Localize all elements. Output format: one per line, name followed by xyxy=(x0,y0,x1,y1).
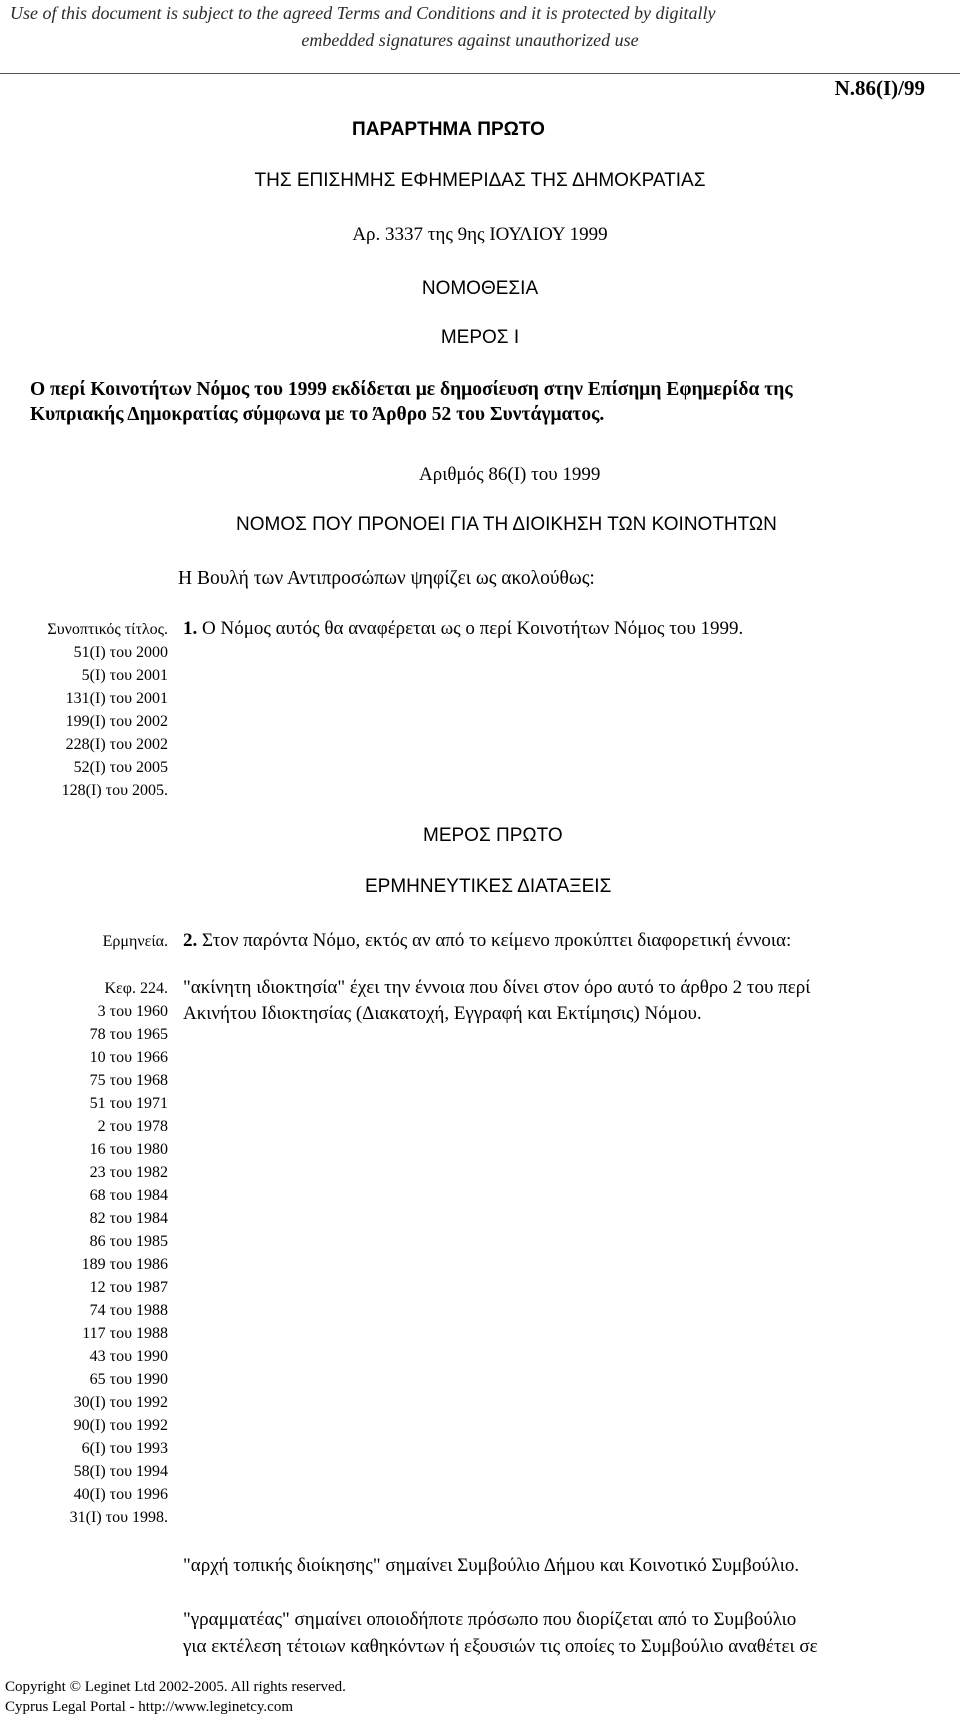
section2-refs xyxy=(0,977,168,1529)
definition-immovable-property xyxy=(183,975,923,1027)
part-title: ΜΕΡΟΣ Ι xyxy=(440,327,520,348)
law-ref: 74 του 1988 xyxy=(89,1302,168,1319)
law-ref: 6(Ι) του 1993 xyxy=(81,1440,168,1457)
law-ref: 51 του 1971 xyxy=(89,1095,168,1112)
law-ref: 3 του 1960 xyxy=(97,1003,168,1020)
definition-line: Ακινήτου Ιδιοκτησίας (Διακατοχή, Εγγραφή και Εκτίμησις) Νόμου. xyxy=(183,1003,702,1024)
banner-line-2: embedded signatures against unauthorized use xyxy=(301,30,639,50)
definition-line: "ακίνητη ιδιοκτησία" έχει την έννοια που δίνει στον όρο αυτό το άρθρο 2 του περί xyxy=(183,977,811,998)
law-ref: 78 του 1965 xyxy=(89,1026,168,1043)
section1-margin-title: Συνοπτικός τίτλος. xyxy=(47,621,168,638)
amendment-ref: 128(Ι) του 2005. xyxy=(61,782,168,799)
law-ref: 58(Ι) του 1994 xyxy=(73,1463,168,1480)
part-one-title: ΜΕΡΟΣ ΠΡΩΤΟ xyxy=(423,825,563,846)
footer xyxy=(5,1677,346,1717)
law-ref: 82 του 1984 xyxy=(89,1210,168,1227)
protection-banner xyxy=(0,0,960,54)
amendment-ref: 199(Ι) του 2002 xyxy=(65,713,168,730)
definition-secretary xyxy=(183,1606,923,1660)
law-ref: 68 του 1984 xyxy=(89,1187,168,1204)
definition-local-authority: "αρχή τοπικής διοίκησης" σημαίνει Συμβούλιο Δήμου και Κοινοτικό Συμβούλιο. xyxy=(183,1555,800,1576)
banner-line-1: Use of this document is subject to the agreed Terms and Conditions and it is protected by digitally xyxy=(10,3,716,23)
law-ref: 16 του 1980 xyxy=(89,1141,168,1158)
law-ref: 10 του 1966 xyxy=(89,1049,168,1066)
law-ref: 31(Ι) του 1998. xyxy=(69,1509,168,1526)
section2-text xyxy=(183,928,923,954)
amendment-ref: 5(Ι) του 2001 xyxy=(81,667,168,684)
law-number: N.86(Ι)/99 xyxy=(834,76,925,100)
footer-copyright: Copyright © Leginet Ltd 2002-2005. All rights reserved. xyxy=(5,1679,346,1695)
definition-line: "γραμματέας" σημαίνει οποιοδήποτε πρόσωπο που διορίζεται από το Συμβούλιο xyxy=(183,1609,797,1630)
amendment-ref: 228(Ι) του 2002 xyxy=(65,736,168,753)
section1-number: 1. xyxy=(183,618,198,639)
amendment-ref: 131(Ι) του 2001 xyxy=(65,690,168,707)
intro-line-2: Κυπριακής Δημοκρατίας σύμφωνα με το Άρθρο 52 του Συντάγματος. xyxy=(30,404,605,425)
amendment-ref: 52(Ι) του 2005 xyxy=(73,759,168,776)
annex-title: ΠΑΡΑΡΤΗΜΑ ΠΡΩΤΟ xyxy=(352,119,545,140)
section2-number: 2. xyxy=(183,930,198,951)
enacting-clause: Η Βουλή των Αντιπροσώπων ψηφίζει ως ακολούθως: xyxy=(178,568,595,589)
intro-paragraph xyxy=(30,377,930,427)
law-ref: 65 του 1990 xyxy=(89,1371,168,1388)
law-ref: 75 του 1968 xyxy=(89,1072,168,1089)
issue-line: Αρ. 3337 της 9ης ΙΟΥΛΙΟΥ 1999 xyxy=(352,224,608,245)
section1-text xyxy=(183,616,923,642)
law-ref: 90(Ι) του 1992 xyxy=(73,1417,168,1434)
legislation-title: ΝΟΜΟΘΕΣΙΑ xyxy=(421,278,539,299)
section1-margin xyxy=(0,618,168,802)
law-ref: 30(Ι) του 1992 xyxy=(73,1394,168,1411)
law-ref: 189 του 1986 xyxy=(81,1256,168,1273)
law-ref: 12 του 1987 xyxy=(89,1279,168,1296)
section2-margin-title: Ερμηνεία. xyxy=(102,933,168,950)
section2-body: Στον παρόντα Νόμο, εκτός αν από το κείμενο προκύπτει διαφορετική έννοια: xyxy=(202,930,792,951)
definition-line: για εκτέλεση τέτοιων καθηκόντων ή εξουσιών τις οποίες το Συμβούλιο αναθέτει σε xyxy=(183,1636,818,1657)
law-ref: 23 του 1982 xyxy=(89,1164,168,1181)
intro-line-1: Ο περί Κοινοτήτων Νόμος του 1999 εκδίδεται με δημοσίευση στην Επίσημη Εφημερίδα της xyxy=(30,379,793,400)
law-ref: 2 του 1978 xyxy=(97,1118,168,1135)
law-ref: 43 του 1990 xyxy=(89,1348,168,1365)
amendment-ref: 51(Ι) του 2000 xyxy=(73,644,168,661)
law-ref: 86 του 1985 xyxy=(89,1233,168,1250)
section1-body: Ο Νόμος αυτός θα αναφέρεται ως ο περί Κοινοτήτων Νόμος του 1999. xyxy=(202,618,744,639)
law-number-line: Αριθμός 86(Ι) του 1999 xyxy=(419,464,601,485)
law-ref: Κεφ. 224. xyxy=(104,980,168,997)
law-title: ΝΟΜΟΣ ΠΟΥ ΠΡΟΝΟΕΙ ΓΙΑ ΤΗ ΔΙΟΙΚΗΣΗ ΤΩΝ ΚΟΙΝΟΤΗΤΩΝ xyxy=(236,514,777,535)
gazette-title: ΤΗΣ ΕΠΙΣΗΜΗΣ ΕΦΗΜΕΡΙΔΑΣ ΤΗΣ ΔΗΜΟΚΡΑΤΙΑΣ xyxy=(254,170,706,191)
footer-portal: Cyprus Legal Portal - http://www.leginetcy.com xyxy=(5,1699,293,1715)
header-rule xyxy=(0,73,960,74)
law-ref: 40(Ι) του 1996 xyxy=(73,1486,168,1503)
law-ref: 117 του 1988 xyxy=(82,1325,168,1342)
part-one-subtitle: ΕΡΜΗΝΕΥΤΙΚΕΣ ΔΙΑΤΑΞΕΙΣ xyxy=(365,876,612,897)
